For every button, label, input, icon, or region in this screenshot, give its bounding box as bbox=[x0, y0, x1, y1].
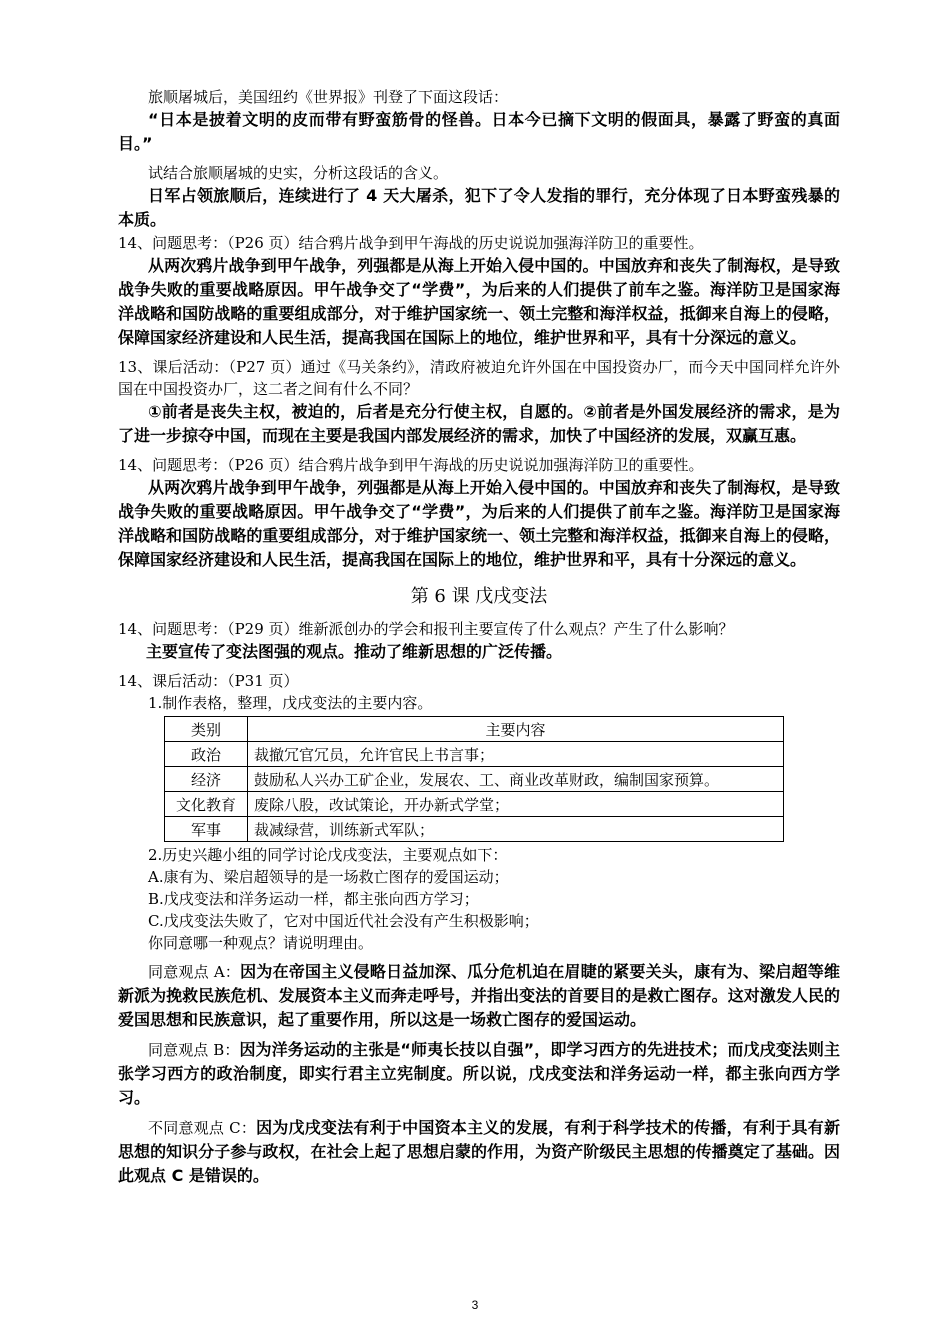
answer-text: ①前者是丧失主权，被迫的，后者是充分行使主权，自愿的。②前者是外国发展经济的需求，是为了进一步掠夺中国，而现在主要是我国内部发展经济的需求，加快了中国经济的发展，双赢互惠。 bbox=[118, 402, 840, 445]
question-label: 14、问题思考：（P26 页）结合鸦片战争到甲午海战的历史说说加强海洋防卫的重要性。 bbox=[118, 234, 704, 252]
row-category: 经济 bbox=[165, 767, 248, 792]
table-row bbox=[165, 792, 784, 817]
quote-text: “日本是披着文明的皮而带有野蛮筋骨的怪兽。日本今已摘下文明的假面具，暴露了野蛮的真面目。” bbox=[118, 110, 840, 153]
answer-b-text: 因为洋务运动的主张是“师夷长技以自强”，即学习西方的先进技术；而戊戌变法则主张学习西方的政治制度，即实行君主立宪制度。所以说，戊戌变法和洋务运动一样，都主张向西方学习。 bbox=[118, 1040, 840, 1107]
table-row bbox=[165, 817, 784, 842]
page-number: 3 bbox=[471, 1298, 479, 1312]
intro-text: 旅顺屠城后，美国纽约《世界报》刊登了下面这段话： bbox=[148, 88, 509, 106]
task-text: 2.历史兴趣小组的同学讨论戊戌变法，主要观点如下： bbox=[148, 846, 508, 864]
answer-a-text: 因为在帝国主义侵略日益加深、瓜分危机迫在眉睫的紧要关头，康有为、梁启超等维新派为挽救民族危机、发展资本主义而奔走呼号，并指出变法的首要目的是救亡图存。这对激发人民的爱国思想和民族意识，起了重要作用，所以这是一场救亡图存的爱国运动。 bbox=[118, 962, 840, 1029]
row-content: 裁减绿营，训练新式军队； bbox=[248, 817, 784, 842]
header-content: 主要内容 bbox=[248, 717, 784, 742]
answer-a-prefix: 同意观点 A： bbox=[148, 963, 241, 981]
option-b: B.戊戌变法和洋务运动一样，都主张向西方学习； bbox=[148, 890, 479, 908]
answer-c-prefix: 不同意观点 C： bbox=[148, 1119, 257, 1137]
answer-text: 从两次鸦片战争到甲午战争，列强都是从海上开始入侵中国的。中国放弃和丧失了制海权，是导致战争失败的重要战略原因。甲午战争交了“学费”，为后来的人们提供了前车之鉴。海洋防卫是国家海洋战略和国防战略的重要组成部分，对于维护国家统一、领土完整和海洋权益，抵御来自海上的侵略，保障国家经济建设和人民生活，提高我国在国际上的地位，维护世界和平，具有十分深远的意义。 bbox=[118, 256, 840, 347]
reform-content-table bbox=[164, 716, 784, 842]
document-page bbox=[118, 86, 840, 1188]
answer-b-prefix: 同意观点 B： bbox=[148, 1041, 240, 1059]
table-row bbox=[165, 767, 784, 792]
answer-text: 主要宣传了变法图强的观点。推动了维新思想的广泛传播。 bbox=[146, 642, 563, 661]
question-label: 14、问题思考：（P26 页）结合鸦片战争到甲午海战的历史说说加强海洋防卫的重要性。 bbox=[118, 456, 704, 474]
question-label: 13、课后活动：（P27 页）通过《马关条约》，清政府被迫允许外国在中国投资办厂，而今天中国同样允许外国在中国投资办厂，这二者之间有什么不同？ bbox=[118, 358, 840, 398]
question-text: 试结合旅顺屠城的史实，分析这段话的含义。 bbox=[148, 164, 449, 182]
question-label: 14、课后活动：（P31 页） bbox=[118, 672, 299, 690]
header-category: 类别 bbox=[165, 717, 248, 742]
row-category: 军事 bbox=[165, 817, 248, 842]
row-content: 鼓励私人兴办工矿企业，发展农、工、商业改革财政，编制国家预算。 bbox=[248, 767, 784, 792]
option-c: C.戊戌变法失败了，它对中国近代社会没有产生积极影响； bbox=[148, 912, 539, 930]
answer-c bbox=[118, 1116, 840, 1188]
table-header-row bbox=[165, 717, 784, 742]
lesson-title: 第 6 课 戊戌变法 bbox=[410, 586, 548, 607]
row-category: 政治 bbox=[165, 742, 248, 767]
row-content: 废除八股，改试策论，开办新式学堂； bbox=[248, 792, 784, 817]
task-text: 1.制作表格，整理，戊戌变法的主要内容。 bbox=[148, 694, 433, 712]
question-label: 14、问题思考：（P29 页）维新派创办的学会和报刊主要宣传了什么观点？产生了什么影响？ bbox=[118, 620, 734, 638]
answer-c-text: 因为戊戌变法有利于中国资本主义的发展，有利于科学技术的传播，有利于具有新思想的知识分子参与政权，在社会上起了思想启蒙的作用，为资产阶级民主思想的传播奠定了基础。因此观点 C 是错误的。 bbox=[118, 1118, 840, 1185]
row-category: 文化教育 bbox=[165, 792, 248, 817]
ask-text: 你同意哪一种观点？请说明理由。 bbox=[148, 934, 374, 952]
option-a: A.康有为、梁启超领导的是一场救亡图存的爱国运动； bbox=[148, 868, 509, 886]
answer-text: 从两次鸦片战争到甲午战争，列强都是从海上开始入侵中国的。中国放弃和丧失了制海权，是导致战争失败的重要战略原因。甲午战争交了“学费”，为后来的人们提供了前车之鉴。海洋防卫是国家海洋战略和国防战略的重要组成部分，对于维护国家统一、领土完整和海洋权益，抵御来自海上的侵略，保障国家经济建设和人民生活，提高我国在国际上的地位，维护世界和平，具有十分深远的意义。 bbox=[118, 478, 840, 569]
row-content: 裁撤冗官冗员，允许官民上书言事； bbox=[248, 742, 784, 767]
table-row bbox=[165, 742, 784, 767]
answer-a bbox=[118, 960, 840, 1032]
answer-text: 日军占领旅顺后，连续进行了 4 天大屠杀，犯下了令人发指的罪行，充分体现了日本野蛮残暴的本质。 bbox=[118, 186, 840, 229]
answer-b bbox=[118, 1038, 840, 1110]
